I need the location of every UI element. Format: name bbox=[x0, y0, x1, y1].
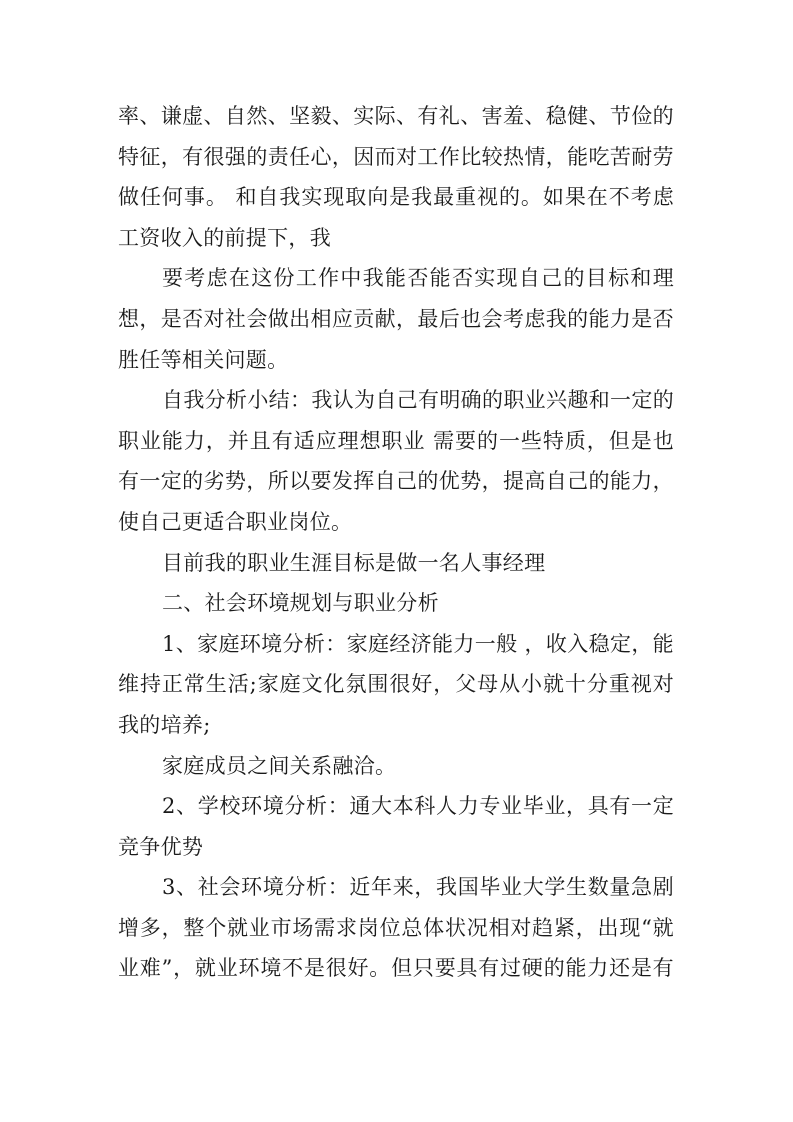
text-line: 工资收入的前提下，我 bbox=[118, 225, 331, 250]
paragraph-first-line: 要考虑在这份工作中我能否能否实现自己的目标和理 bbox=[162, 266, 674, 291]
paragraph-first-line: 自我分析小结：我认为自己有明确的职业兴趣和一定的 bbox=[162, 388, 674, 413]
text-line: 率、谦虚、自然、坚毅、实际、有礼、害羞、稳健、节俭的 bbox=[118, 104, 674, 128]
text-line: 胜任等相关问题。 bbox=[118, 347, 289, 372]
text-line: 职业能力，并且有适应理想职业 需要的一些特质，但是也 bbox=[118, 428, 674, 453]
text-line: 做任何事。 和自我实现取向是我最重视的。如果在不考虑 bbox=[118, 185, 674, 210]
text-line: 维持正常生活;家庭文化氛围很好，父母从小就十分重视对 bbox=[118, 672, 674, 697]
text-line: 特征，有很强的责任心，因而对工作比较热情，能吃苦耐劳 bbox=[118, 144, 674, 169]
text-line: 想，是否对社会做出相应贡献，最后也会考虑我的能力是否 bbox=[118, 306, 674, 331]
paragraph-first-line: 3、社会环境分析：近年来，我国毕业大学生数量急剧 bbox=[162, 875, 674, 900]
document-body bbox=[118, 96, 674, 989]
paragraph-first-line: 2、学校环境分析：通大本科人力专业毕业，具有一定 bbox=[162, 794, 674, 819]
text-line: 有一定的劣势，所以要发挥自己的优势，提高自己的能力， bbox=[118, 469, 674, 494]
text-line: 使自己更适合职业岗位。 bbox=[118, 509, 353, 534]
text-line: 竞争优势 bbox=[118, 834, 204, 859]
text-line: 我的培养; bbox=[118, 712, 211, 737]
text-line: 增多，整个就业市场需求岗位总体状况相对趋紧，出现“就 bbox=[118, 915, 674, 940]
paragraph-first-line: 1、家庭环境分析：家庭经济能力一般 ，收入稳定，能 bbox=[162, 631, 674, 656]
section-heading: 二、社会环境规划与职业分析 bbox=[162, 591, 439, 616]
text-line: 业难”，就业环境不是很好。但只要具有过硬的能力还是有 bbox=[118, 956, 674, 981]
career-goal-line: 目前我的职业生涯目标是做一名人事经理 bbox=[162, 550, 546, 575]
paragraph-first-line: 家庭成员之间关系融洽。 bbox=[162, 753, 397, 778]
